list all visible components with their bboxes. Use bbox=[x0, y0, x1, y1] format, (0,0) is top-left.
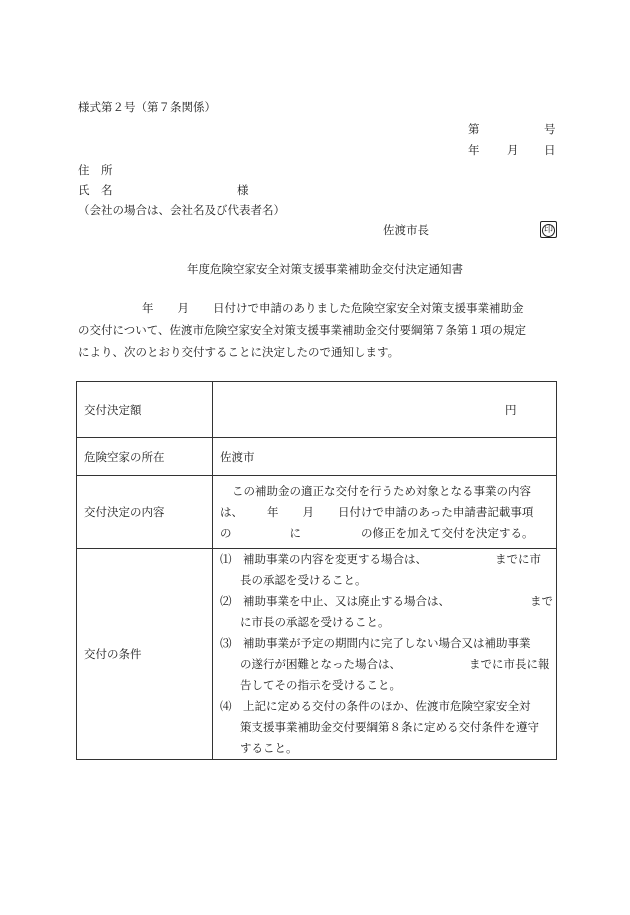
intro-month: 月 bbox=[177, 301, 189, 315]
condition-text: 上記に定める交付の条件のほか、佐渡市危険空家安全対 bbox=[243, 699, 531, 713]
content-line-3-a: の bbox=[220, 525, 232, 540]
intro-line-1 bbox=[78, 297, 558, 319]
condition-number: ⑶ bbox=[220, 636, 232, 650]
content-line-3-b: に bbox=[289, 525, 301, 540]
condition-item-2 bbox=[220, 591, 556, 633]
condition-number: ⑷ bbox=[220, 699, 232, 713]
amount-label: 交付決定額 bbox=[77, 382, 213, 438]
content-line-2-d: 日付けで申請のあった申請書記載事項 bbox=[338, 504, 534, 519]
conditions-label: 交付の条件 bbox=[77, 549, 213, 760]
form-number: 様式第２号（第７条関係） bbox=[78, 100, 216, 114]
content-line-3-c: の修正を加えて交付を決定する。 bbox=[361, 525, 534, 540]
condition-number: ⑵ bbox=[220, 594, 232, 608]
location-label: 危険空家の所在 bbox=[77, 438, 213, 476]
doc-number-suffix: 号 bbox=[544, 122, 556, 136]
seal-stamp bbox=[540, 221, 557, 238]
condition-text-cont: 策支援事業補助金交付要綱第８条に定める交付条件を遵守 bbox=[240, 720, 539, 734]
issuer-title: 佐渡市長 bbox=[383, 223, 429, 237]
condition-number: ⑴ bbox=[220, 552, 232, 566]
conditions-cell bbox=[213, 549, 557, 760]
date-month: 月 bbox=[507, 143, 519, 157]
table-row-content bbox=[77, 476, 557, 549]
condition-text-tail: までに市 bbox=[495, 552, 541, 566]
location-value: 佐渡市 bbox=[213, 438, 557, 476]
table-row-amount bbox=[77, 382, 557, 438]
amount-unit: 円 bbox=[505, 402, 517, 417]
content-line-2-a: は、 bbox=[220, 504, 243, 519]
condition-text-cont: すること。 bbox=[240, 741, 298, 755]
content-line-1-text: この補助金の適正な交付を行うため対象となる事業の内容 bbox=[232, 483, 531, 498]
condition-item-4 bbox=[220, 696, 556, 759]
seal-mark: 印 bbox=[543, 225, 553, 235]
condition-text-tail: まで bbox=[530, 594, 553, 608]
condition-text-cont: の遂行が困難となった場合は、 bbox=[240, 657, 401, 671]
condition-text-cont: 告してその指示を受けること。 bbox=[240, 678, 401, 692]
doc-number-prefix: 第 bbox=[468, 122, 480, 136]
condition-text-cont: 長の承認を受けること。 bbox=[240, 573, 367, 587]
intro-year: 年 bbox=[142, 301, 154, 315]
condition-text: 補助事業が予定の期間内に完了しない場合又は補助事業 bbox=[243, 636, 531, 650]
intro-line-1-text: 日付けで申請のありました危険空家安全対策支援事業補助金 bbox=[213, 301, 524, 315]
date-day: 日 bbox=[544, 143, 556, 157]
condition-item-1 bbox=[220, 549, 556, 591]
name-label: 氏 名 bbox=[78, 183, 113, 197]
address-label: 住 所 bbox=[78, 163, 113, 177]
intro-paragraph bbox=[78, 297, 558, 363]
content-line-2-year: 年 bbox=[267, 504, 279, 519]
document-title: 年度危険空家安全対策支援事業補助金交付決定通知書 bbox=[187, 262, 463, 276]
content-line-3 bbox=[220, 523, 556, 544]
condition-text: 補助事業の内容を変更する場合は、 bbox=[243, 552, 427, 566]
content-line-1 bbox=[220, 481, 556, 502]
content-line-2-month: 月 bbox=[302, 504, 314, 519]
content-label: 交付決定の内容 bbox=[77, 476, 213, 549]
content-cell bbox=[213, 476, 557, 549]
condition-text-cont: に市長の承認を受けること。 bbox=[240, 615, 390, 629]
condition-text: 補助事業を中止、又は廃止する場合は、 bbox=[243, 594, 450, 608]
table-row-location bbox=[77, 438, 557, 476]
amount-cell bbox=[213, 382, 557, 438]
honorific: 様 bbox=[237, 183, 249, 197]
content-line-2 bbox=[220, 502, 556, 523]
condition-item-3 bbox=[220, 633, 556, 696]
intro-line-2: の交付について、佐渡市危険空家安全対策支援事業補助金交付要綱第７条第１項の規定 bbox=[78, 323, 527, 337]
company-note: （会社の場合は、会社名及び代表者名） bbox=[78, 203, 285, 217]
condition-text-tail: までに市長に報 bbox=[469, 657, 550, 671]
date-year: 年 bbox=[468, 143, 480, 157]
decision-table bbox=[76, 381, 557, 760]
intro-line-3: により、次のとおり交付することに決定したので通知します。 bbox=[78, 345, 400, 359]
table-row-conditions bbox=[77, 549, 557, 760]
